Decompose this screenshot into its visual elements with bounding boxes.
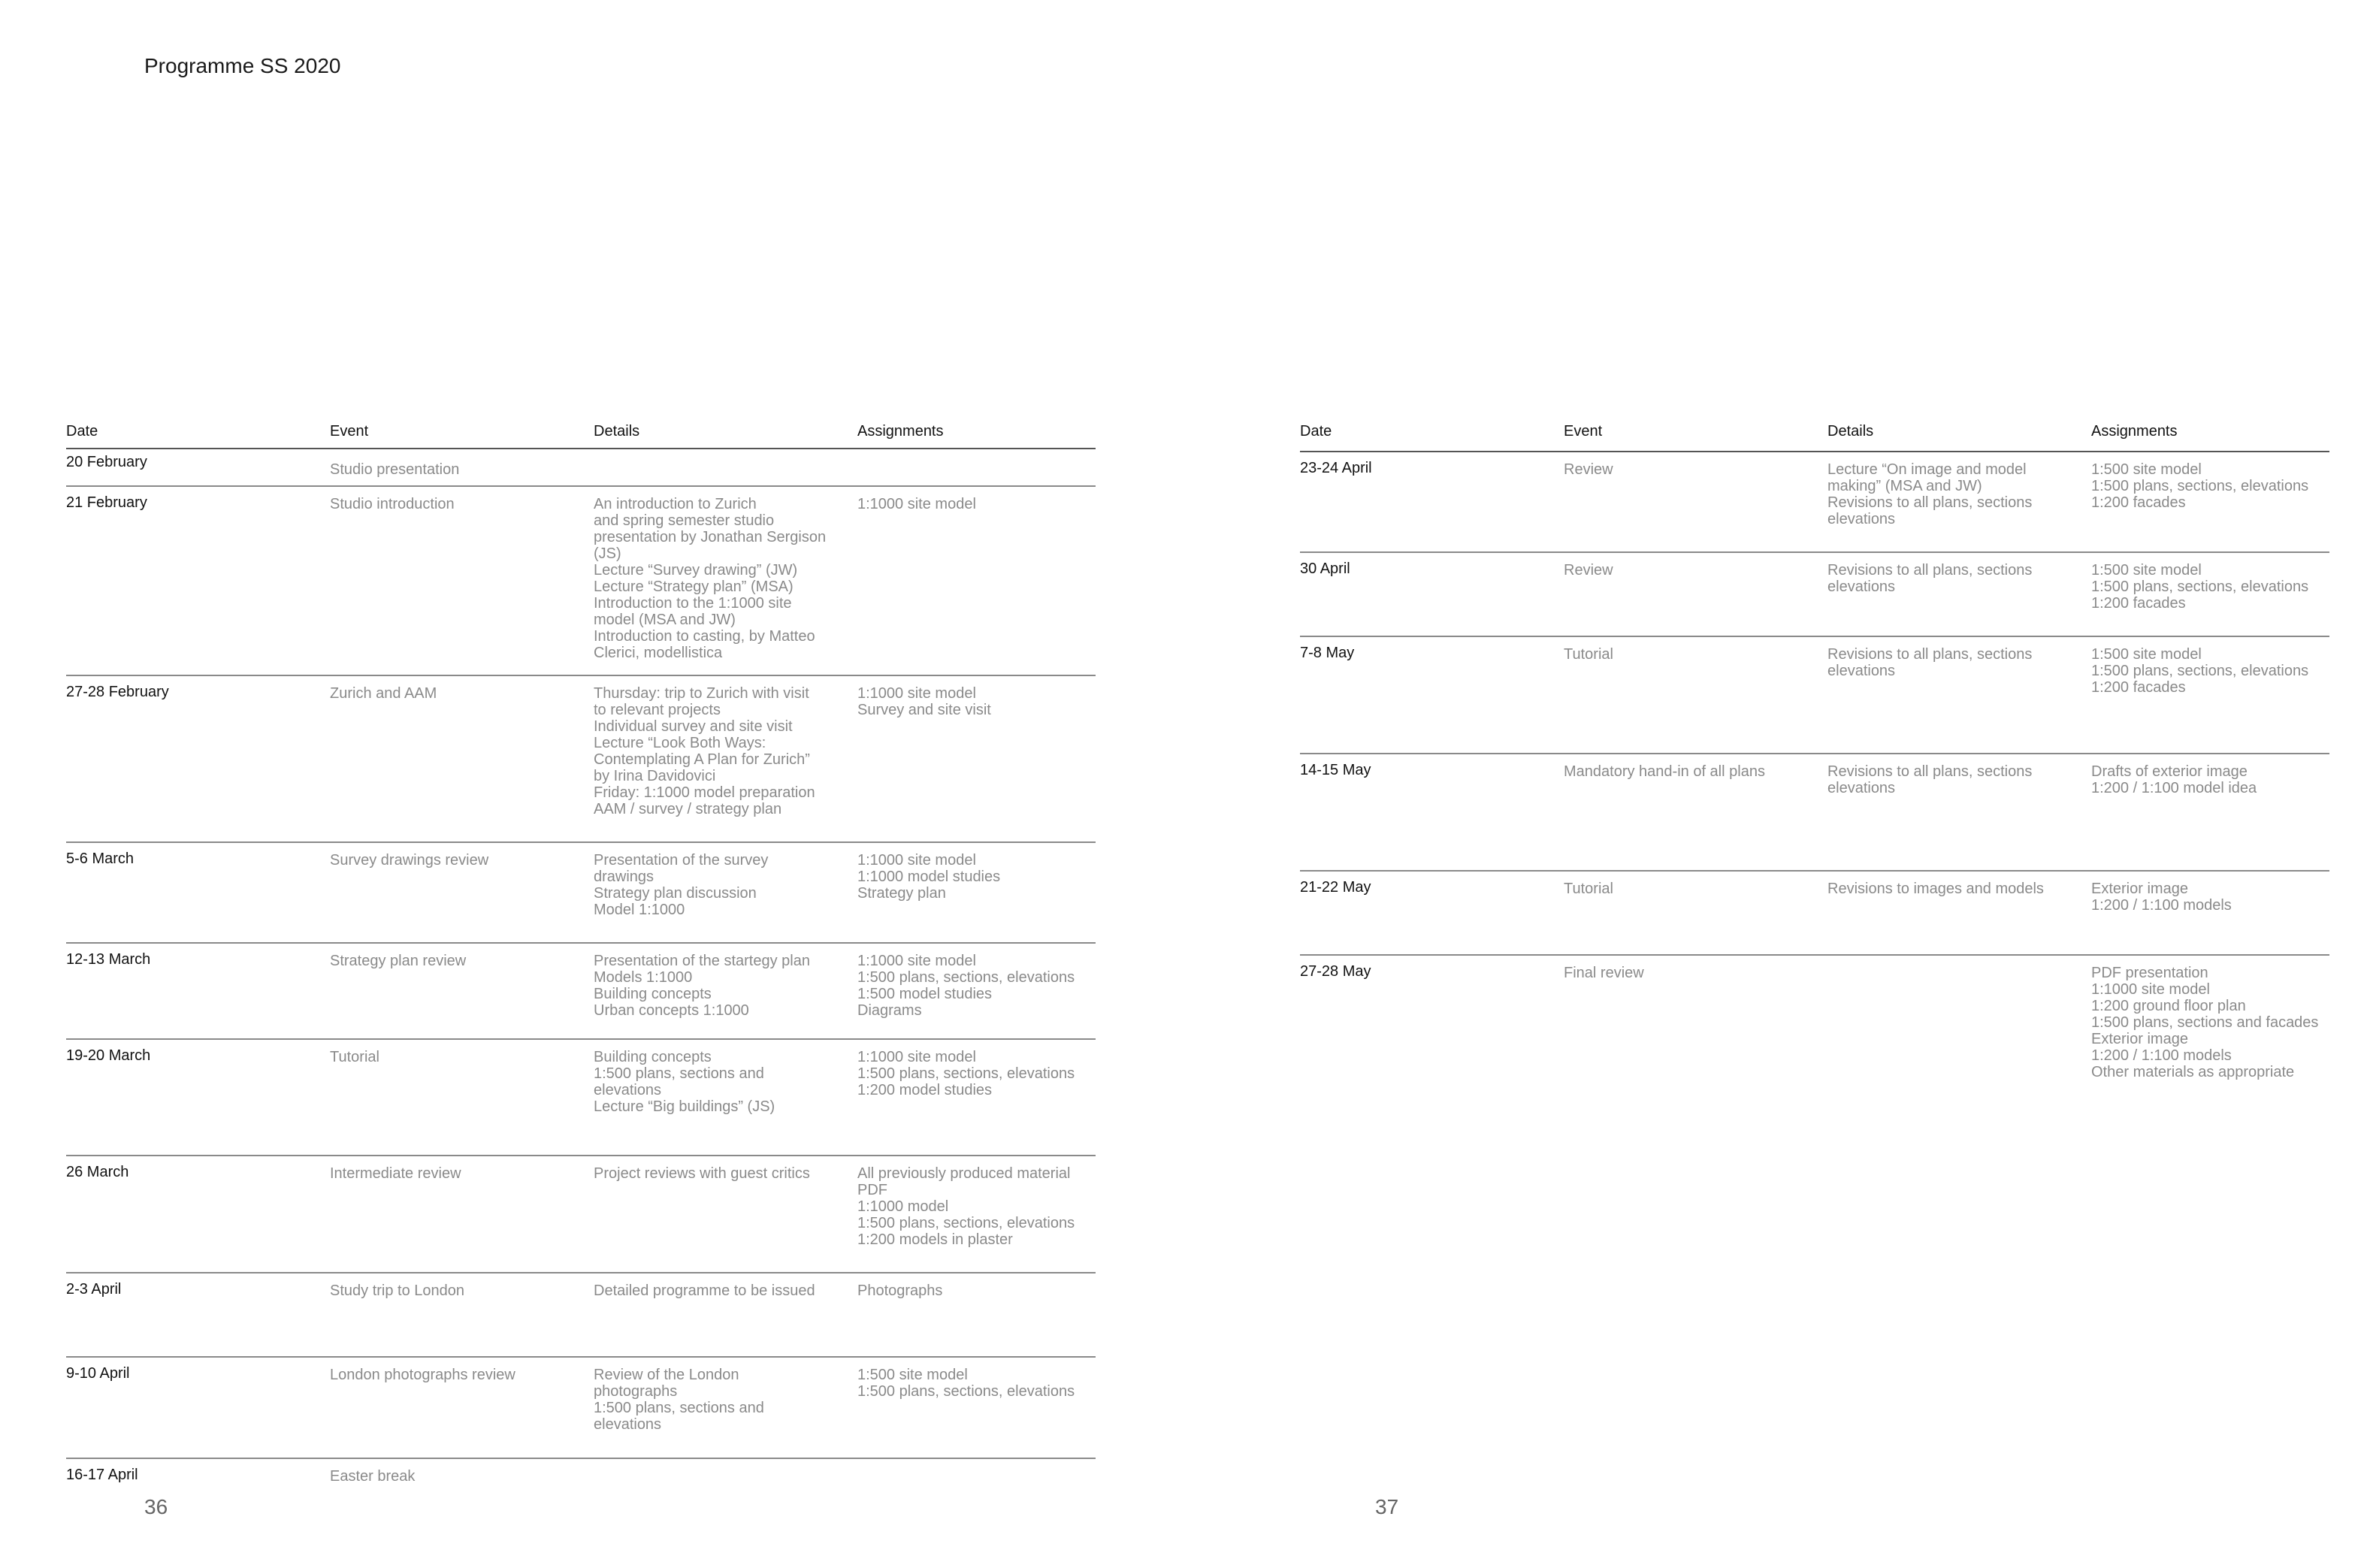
- row-divider: [1300, 870, 2329, 872]
- schedule-date-cell: 7-8 May: [1300, 645, 1355, 661]
- schedule-assignments-cell: Photographs: [857, 1282, 943, 1299]
- schedule-assignments-cell: Exterior image 1:200 / 1:100 models: [2091, 881, 2232, 914]
- schedule-assignments-cell: Drafts of exterior image 1:200 / 1:100 model idea: [2091, 763, 2257, 796]
- header-details-right: Details: [1827, 423, 1874, 440]
- schedule-date-cell: 21-22 May: [1300, 879, 1371, 896]
- schedule-assignments-cell: 1:500 site model 1:500 plans, sections, elevations 1:200 facades: [2091, 461, 2309, 511]
- schedule-event-cell: Strategy plan review: [330, 953, 467, 969]
- row-divider: [1300, 954, 2329, 956]
- schedule-event-cell: Study trip to London: [330, 1282, 465, 1299]
- page-title: Programme SS 2020: [144, 54, 341, 77]
- schedule-details-cell: Revisions to all plans, sections elevations: [1827, 646, 2033, 679]
- schedule-assignments-cell: 1:1000 site model 1:500 plans, sections, elevations 1:500 model studies Diagrams: [857, 953, 1075, 1019]
- row-divider: [1300, 551, 2329, 553]
- schedule-details-cell: Revisions to all plans, sections elevations: [1827, 562, 2033, 595]
- schedule-date-cell: 5-6 March: [66, 850, 135, 867]
- row-divider: [66, 1272, 1096, 1273]
- schedule-event-cell: Easter break: [330, 1468, 416, 1485]
- header-event-left: Event: [330, 423, 369, 440]
- schedule-event-cell: Review: [1564, 562, 1613, 579]
- header-rule-right: [1300, 451, 2329, 452]
- schedule-event-cell: Tutorial: [330, 1049, 379, 1065]
- schedule-assignments-cell: 1:500 site model 1:500 plans, sections, elevations 1:200 facades: [2091, 562, 2309, 612]
- schedule-assignments-cell: 1:500 site model 1:500 plans, sections, elevations: [857, 1367, 1075, 1400]
- schedule-details-cell: Building concepts 1:500 plans, sections and elevations Lecture “Big buildings” (JS): [594, 1049, 775, 1115]
- header-date-left: Date: [66, 423, 98, 440]
- schedule-date-cell: 26 March: [66, 1164, 129, 1180]
- schedule-event-cell: Survey drawings review: [330, 852, 489, 869]
- schedule-details-cell: Revisions to images and models: [1827, 881, 2044, 897]
- schedule-date-cell: 20 February: [66, 454, 147, 470]
- row-divider: [66, 485, 1096, 487]
- schedule-details-cell: Presentation of the startegy plan Models 1:1000 Building concepts Urban concepts 1:1000: [594, 953, 810, 1019]
- schedule-date-cell: 27-28 May: [1300, 963, 1371, 980]
- schedule-details-cell: Lecture “On image and model making” (MSA and JW) Revisions to all plans, sections elevations: [1827, 461, 2033, 527]
- schedule-event-cell: Mandatory hand-in of all plans: [1564, 763, 1765, 780]
- row-divider: [66, 841, 1096, 843]
- schedule-date-cell: 9-10 April: [66, 1365, 130, 1382]
- schedule-event-cell: Tutorial: [1564, 881, 1613, 897]
- schedule-event-cell: Final review: [1564, 965, 1644, 981]
- schedule-event-cell: Studio presentation: [330, 461, 460, 478]
- schedule-date-cell: 27-28 February: [66, 684, 169, 700]
- row-divider: [66, 1356, 1096, 1358]
- schedule-details-cell: Presentation of the survey drawings Strategy plan discussion Model 1:1000: [594, 852, 769, 918]
- schedule-date-cell: 30 April: [1300, 560, 1350, 577]
- schedule-date-cell: 14-15 May: [1300, 762, 1371, 778]
- schedule-date-cell: 16-17 April: [66, 1467, 138, 1483]
- schedule-assignments-cell: 1:1000 site model Survey and site visit: [857, 685, 991, 718]
- schedule-assignments-cell: 1:500 site model 1:500 plans, sections, elevations 1:200 facades: [2091, 646, 2309, 696]
- header-assignments-right: Assignments: [2091, 423, 2178, 440]
- schedule-details-cell: An introduction to Zurich and spring semester studio presentation by Jonathan Sergison (JS) Lecture “Survey drawing” (JW) Lecture “Strategy plan” (MSA) Introduction to the 1:1000 site model (MSA and JW) Introduction to casting, by Matteo Clerici, modellistica: [594, 496, 827, 661]
- schedule-assignments-cell: 1:1000 site model 1:1000 model studies Strategy plan: [857, 852, 1001, 902]
- header-rule-left: [66, 448, 1096, 449]
- schedule-details-cell: Revisions to all plans, sections elevations: [1827, 763, 2033, 796]
- schedule-details-cell: Review of the London photographs 1:500 plans, sections and elevations: [594, 1367, 764, 1433]
- page-number-right: 37: [1375, 1495, 1399, 1518]
- row-divider: [66, 1155, 1096, 1156]
- schedule-event-cell: Tutorial: [1564, 646, 1613, 663]
- schedule-date-cell: 19-20 March: [66, 1047, 151, 1064]
- schedule-details-cell: Project reviews with guest critics: [594, 1165, 810, 1182]
- schedule-assignments-cell: All previously produced material PDF 1:1000 model 1:500 plans, sections, elevations 1:200 models in plaster: [857, 1165, 1075, 1248]
- row-divider: [66, 1458, 1096, 1459]
- schedule-event-cell: Review: [1564, 461, 1613, 478]
- schedule-assignments-cell: 1:1000 site model 1:500 plans, sections, elevations 1:200 model studies: [857, 1049, 1075, 1098]
- row-divider: [1300, 753, 2329, 754]
- schedule-assignments-cell: PDF presentation 1:1000 site model 1:200 ground floor plan 1:500 plans, sections and facades Exterior image 1:200 / 1:100 models Other materials as appropriate: [2091, 965, 2319, 1080]
- schedule-date-cell: 2-3 April: [66, 1281, 122, 1298]
- header-details-left: Details: [594, 423, 640, 440]
- header-date-right: Date: [1300, 423, 1332, 440]
- schedule-event-cell: Zurich and AAM: [330, 685, 437, 702]
- row-divider: [66, 675, 1096, 676]
- header-event-right: Event: [1564, 423, 1603, 440]
- page-number-left: 36: [144, 1495, 168, 1518]
- schedule-event-cell: Studio introduction: [330, 496, 455, 512]
- schedule-event-cell: London photographs review: [330, 1367, 515, 1383]
- schedule-event-cell: Intermediate review: [330, 1165, 461, 1182]
- schedule-details-cell: Detailed programme to be issued: [594, 1282, 815, 1299]
- row-divider: [66, 1038, 1096, 1040]
- schedule-date-cell: 23-24 April: [1300, 460, 1372, 476]
- header-assignments-left: Assignments: [857, 423, 944, 440]
- schedule-date-cell: 21 February: [66, 494, 147, 511]
- schedule-date-cell: 12-13 March: [66, 951, 151, 968]
- schedule-details-cell: Thursday: trip to Zurich with visit to relevant projects Individual survey and site visit Lecture “Look Both Ways: Contemplating A Plan for Zurich” by Irina Davidovici Friday: 1:1000 model preparation AAM / survey / strategy plan: [594, 685, 815, 817]
- row-divider: [1300, 636, 2329, 637]
- schedule-assignments-cell: 1:1000 site model: [857, 496, 976, 512]
- row-divider: [66, 942, 1096, 944]
